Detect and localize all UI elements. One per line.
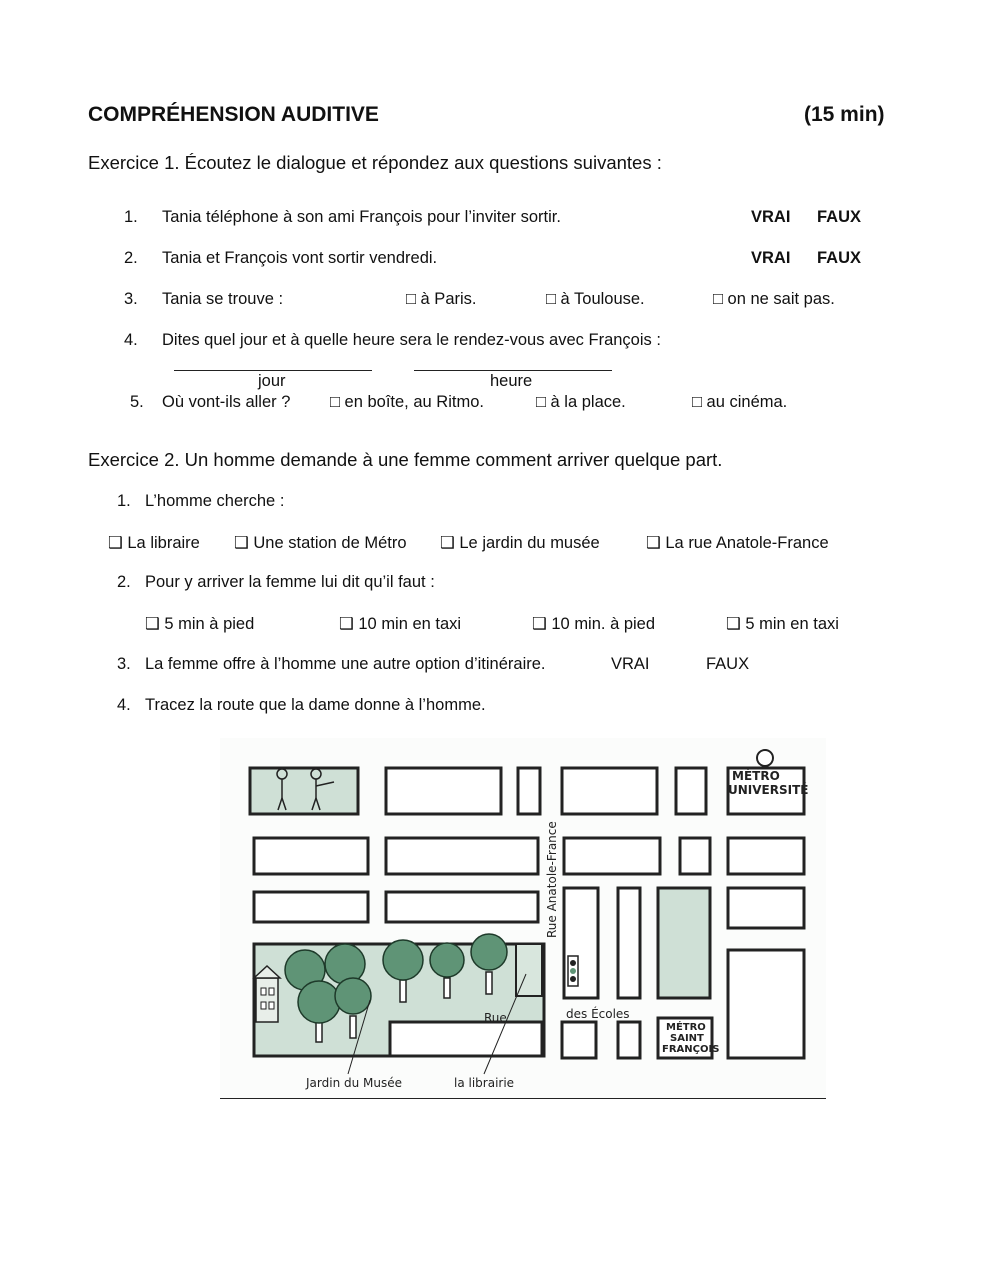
map-block bbox=[254, 892, 368, 922]
map-block bbox=[562, 1022, 596, 1058]
ex1-q3-text: Tania se trouve : bbox=[162, 290, 284, 308]
map-block bbox=[680, 838, 710, 874]
ex1-q4-text: Dites quel jour et à quelle heure sera le rendez-vous avec François : bbox=[162, 331, 661, 349]
ex2-q2-option-5min-taxi[interactable]: ❑ 5 min en taxi bbox=[726, 615, 839, 633]
label-heure: heure bbox=[490, 372, 533, 390]
ex1-q1-faux[interactable]: FAUX bbox=[817, 208, 862, 226]
map-block bbox=[386, 838, 538, 874]
ex1-q2-vrai[interactable]: VRAI bbox=[751, 249, 791, 267]
map-label-metro-saint-francois-1: MÉTRO bbox=[666, 1022, 706, 1033]
map-block bbox=[676, 768, 706, 814]
map-label-la-librairie: la librairie bbox=[454, 1076, 515, 1090]
map-block bbox=[250, 768, 358, 814]
map-block bbox=[518, 768, 540, 814]
map-label-metro-saint-francois-2: SAINT bbox=[670, 1033, 704, 1044]
map-block bbox=[386, 892, 538, 922]
ex1-q3-option-toulouse[interactable]: □ à Toulouse. bbox=[546, 290, 645, 308]
ex2-q1-text: L’homme cherche : bbox=[145, 492, 285, 510]
ex1-q2-faux[interactable]: FAUX bbox=[817, 249, 862, 267]
ex1-q5-option-place[interactable]: □ à la place. bbox=[536, 393, 626, 411]
map-block bbox=[728, 888, 804, 928]
ex1-q5-number: 5. bbox=[130, 393, 144, 411]
ex2-q3-vrai[interactable]: VRAI bbox=[611, 655, 650, 673]
answer-line-heure[interactable] bbox=[414, 370, 612, 371]
ex2-q1-option-jardin[interactable]: ❑ Le jardin du musée bbox=[440, 534, 600, 552]
page-title: COMPRÉHENSION AUDITIVE bbox=[88, 103, 379, 126]
duration-label: (15 min) bbox=[804, 103, 885, 126]
ex2-q3-faux[interactable]: FAUX bbox=[706, 655, 750, 673]
map-block bbox=[728, 838, 804, 874]
ex2-q1-option-libraire[interactable]: ❑ La libraire bbox=[108, 534, 200, 552]
ex2-q4-number: 4. bbox=[117, 696, 131, 714]
museum-building bbox=[254, 966, 280, 1022]
map-block bbox=[564, 838, 660, 874]
ex2-q1-option-rue[interactable]: ❑ La rue Anatole-France bbox=[646, 534, 829, 552]
ex2-q3-text: La femme offre à l’homme une autre option d’itinéraire. bbox=[145, 655, 546, 673]
traffic-light bbox=[568, 956, 578, 986]
exercise-2-title: Exercice 2. Un homme demande à une femme comment arriver quelque part. bbox=[88, 449, 723, 470]
map-label-rue: Rue bbox=[484, 1011, 507, 1025]
map-label-jardin-du-musee: Jardin du Musée bbox=[306, 1076, 402, 1090]
map-block bbox=[254, 838, 368, 874]
exercise-1-title: Exercice 1. Écoutez le dialogue et répondez aux questions suivantes : bbox=[88, 152, 662, 173]
ex2-q4-text: Tracez la route que la dame donne à l’homme. bbox=[145, 696, 486, 714]
ex2-q2-text: Pour y arriver la femme lui dit qu’il faut : bbox=[145, 573, 435, 591]
map-block bbox=[618, 888, 640, 998]
ex2-q2-option-10min-pied[interactable]: ❑ 10 min. à pied bbox=[532, 615, 656, 633]
map-block bbox=[562, 768, 657, 814]
ex1-q5-option-boite[interactable]: □ en boîte, au Ritmo. bbox=[330, 393, 484, 411]
street-map[interactable] bbox=[220, 738, 826, 1099]
answer-line-jour[interactable] bbox=[174, 370, 372, 371]
ex1-q3-number: 3. bbox=[124, 290, 138, 308]
map-label-metro-universite-2: UNIVERSITÉ bbox=[728, 783, 809, 797]
ex2-q1-option-metro[interactable]: ❑ Une station de Métro bbox=[234, 534, 407, 552]
ex1-q2-text: Tania et François vont sortir vendredi. bbox=[162, 249, 438, 267]
ex1-q3-option-unknown[interactable]: □ on ne sait pas. bbox=[713, 290, 835, 308]
map-block bbox=[658, 888, 710, 998]
ex1-q2-number: 2. bbox=[124, 249, 138, 267]
ex2-q2-number: 2. bbox=[117, 573, 131, 591]
street-map-drawing bbox=[220, 738, 826, 1098]
map-label-des-ecoles: des Écoles bbox=[566, 1007, 630, 1021]
map-block bbox=[618, 1022, 640, 1058]
map-block bbox=[386, 768, 501, 814]
ex2-q2-option-10min-taxi[interactable]: ❑ 10 min en taxi bbox=[339, 615, 462, 633]
map-label-rue-anatole-france: Rue Anatole-France bbox=[545, 821, 559, 938]
map-label-metro-saint-francois-3: FRANÇOIS bbox=[662, 1044, 720, 1055]
ex2-q1-number: 1. bbox=[117, 492, 131, 510]
ex1-q5-option-cinema[interactable]: □ au cinéma. bbox=[692, 393, 788, 411]
map-label-metro-universite-1: MÉTRO bbox=[732, 769, 780, 783]
ex1-q1-number: 1. bbox=[124, 208, 138, 226]
map-block bbox=[390, 1022, 542, 1056]
map-block bbox=[728, 950, 804, 1058]
ex1-q4-number: 4. bbox=[124, 331, 138, 349]
label-jour: jour bbox=[258, 372, 286, 390]
metro-icon bbox=[757, 750, 773, 766]
ex2-q2-option-5min-pied[interactable]: ❑ 5 min à pied bbox=[145, 615, 255, 633]
ex1-q3-option-paris[interactable]: □ à Paris. bbox=[406, 290, 477, 308]
ex1-q1-text: Tania téléphone à son ami François pour l’inviter sortir. bbox=[162, 208, 561, 226]
ex1-q5-text: Où vont-ils aller ? bbox=[162, 393, 291, 411]
ex2-q3-number: 3. bbox=[117, 655, 131, 673]
ex1-q1-vrai[interactable]: VRAI bbox=[751, 208, 791, 226]
